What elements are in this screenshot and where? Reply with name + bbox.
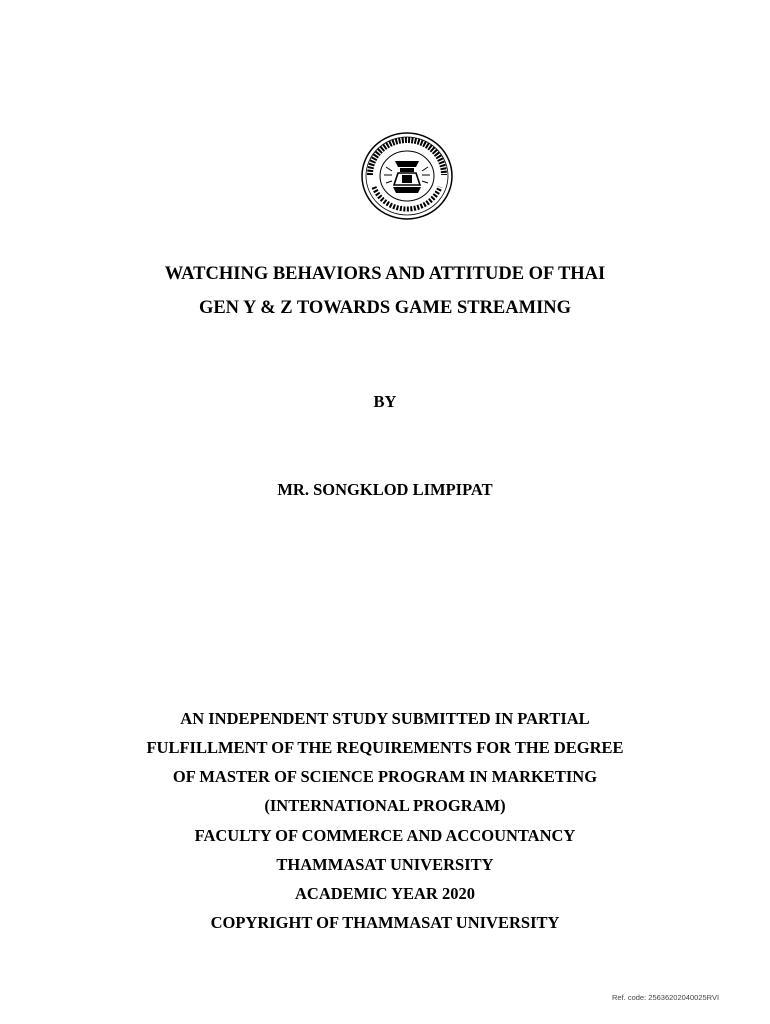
university-name: THAMMASAT UNIVERSITY	[276, 855, 494, 874]
thesis-title-line-1: WATCHING BEHAVIORS AND ATTITUDE OF THAI	[164, 264, 606, 284]
submission-line-2: FULFILLMENT OF THE REQUIREMENTS FOR THE DEGREE	[146, 738, 624, 757]
submission-line-4: (INTERNATIONAL PROGRAM)	[264, 796, 506, 815]
author-name: MR. SONGKLOD LIMPIPAT	[277, 480, 493, 499]
thesis-title-line-2: GEN Y & Z TOWARDS GAME STREAMING	[198, 298, 572, 318]
by-label: BY	[373, 392, 397, 411]
reference-code: Ref. code: 25636202040025RVI	[612, 993, 720, 1002]
university-seal-logo	[360, 131, 454, 221]
submission-line-3: OF MASTER OF SCIENCE PROGRAM IN MARKETING	[172, 767, 598, 786]
submission-line-1: AN INDEPENDENT STUDY SUBMITTED IN PARTIAL	[180, 709, 590, 728]
academic-year: ACADEMIC YEAR 2020	[295, 884, 475, 903]
copyright-notice: COPYRIGHT OF THAMMASAT UNIVERSITY	[210, 913, 560, 932]
faculty-name: FACULTY OF COMMERCE AND ACCOUNTANCY	[194, 826, 576, 845]
